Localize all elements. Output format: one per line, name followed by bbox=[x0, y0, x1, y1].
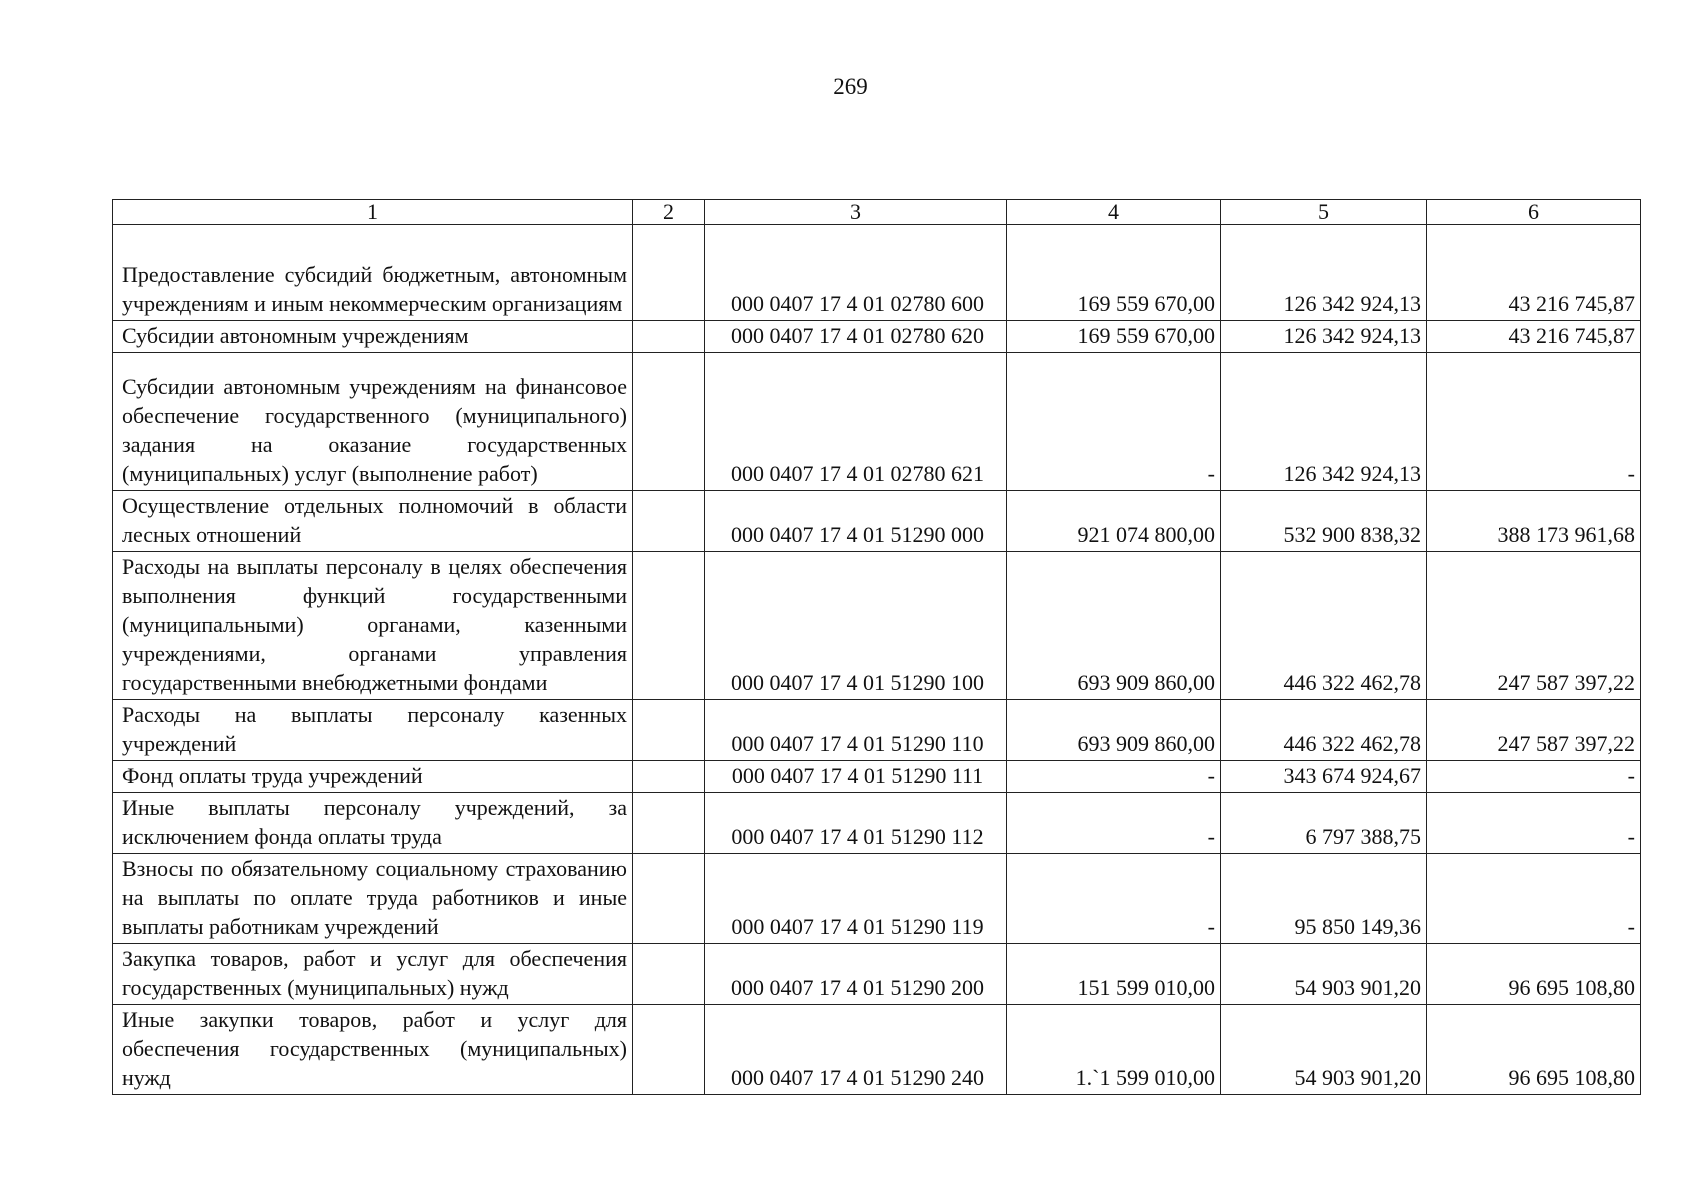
table-row bbox=[113, 761, 1641, 793]
row-code: 000 0407 17 4 01 02780 621 bbox=[705, 353, 1007, 491]
row-col5: 446 322 462,78 bbox=[1221, 700, 1427, 761]
budget-table bbox=[112, 199, 1641, 1095]
row-col5: 95 850 149,36 bbox=[1221, 854, 1427, 944]
row-col5: 126 342 924,13 bbox=[1221, 225, 1427, 321]
row-name: Расходы на выплаты персоналу казенных учреждений bbox=[113, 700, 633, 761]
table-row bbox=[113, 353, 1641, 491]
row-col5: 6 797 388,75 bbox=[1221, 793, 1427, 854]
row-col6: 43 216 745,87 bbox=[1427, 321, 1641, 353]
row-col2 bbox=[633, 700, 705, 761]
row-col6: 96 695 108,80 bbox=[1427, 944, 1641, 1005]
row-col5: 126 342 924,13 bbox=[1221, 321, 1427, 353]
row-col4: 169 559 670,00 bbox=[1007, 225, 1221, 321]
row-col5: 446 322 462,78 bbox=[1221, 552, 1427, 700]
row-code: 000 0407 17 4 01 51290 240 bbox=[705, 1005, 1007, 1095]
row-code: 000 0407 17 4 01 02780 600 bbox=[705, 225, 1007, 321]
row-col4: 921 074 800,00 bbox=[1007, 491, 1221, 552]
row-col5: 343 674 924,67 bbox=[1221, 761, 1427, 793]
row-col5: 532 900 838,32 bbox=[1221, 491, 1427, 552]
page-number: 269 bbox=[833, 74, 868, 99]
row-col4: - bbox=[1007, 793, 1221, 854]
row-col6: - bbox=[1427, 854, 1641, 944]
table-row bbox=[113, 225, 1641, 321]
row-name: Фонд оплаты труда учреждений bbox=[113, 761, 633, 793]
header-col-6: 6 bbox=[1427, 200, 1641, 225]
row-name: Расходы на выплаты персоналу в целях обеспечения выполнения функций государственными (муниципальными) органами, казенными учреждениями, органами управления государственными внебюджетными фондами bbox=[113, 552, 633, 700]
row-col2 bbox=[633, 854, 705, 944]
row-col6: - bbox=[1427, 353, 1641, 491]
row-name: Иные выплаты персоналу учреждений, за исключением фонда оплаты труда bbox=[113, 793, 633, 854]
row-col6: 247 587 397,22 bbox=[1427, 552, 1641, 700]
row-col6: 247 587 397,22 bbox=[1427, 700, 1641, 761]
table-body bbox=[113, 200, 1641, 1095]
row-col5: 54 903 901,20 bbox=[1221, 944, 1427, 1005]
row-code: 000 0407 17 4 01 51290 119 bbox=[705, 854, 1007, 944]
row-code: 000 0407 17 4 01 51290 200 bbox=[705, 944, 1007, 1005]
row-col2 bbox=[633, 761, 705, 793]
row-col2 bbox=[633, 944, 705, 1005]
row-col4: 151 599 010,00 bbox=[1007, 944, 1221, 1005]
row-col4: - bbox=[1007, 854, 1221, 944]
row-code: 000 0407 17 4 01 02780 620 bbox=[705, 321, 1007, 353]
row-col5: 126 342 924,13 bbox=[1221, 353, 1427, 491]
row-col4: 169 559 670,00 bbox=[1007, 321, 1221, 353]
table-row bbox=[113, 491, 1641, 552]
row-name: Субсидии автономным учреждениям bbox=[113, 321, 633, 353]
row-code: 000 0407 17 4 01 51290 110 bbox=[705, 700, 1007, 761]
row-name: Субсидии автономным учреждениям на финансовое обеспечение государственного (муниципального) задания на оказание государственных (муниципальных) услуг (выполнение работ) bbox=[113, 353, 633, 491]
row-name: Осуществление отдельных полномочий в области лесных отношений bbox=[113, 491, 633, 552]
table-row bbox=[113, 700, 1641, 761]
row-col6: 96 695 108,80 bbox=[1427, 1005, 1641, 1095]
row-code: 000 0407 17 4 01 51290 000 bbox=[705, 491, 1007, 552]
row-col2 bbox=[633, 793, 705, 854]
row-col2 bbox=[633, 491, 705, 552]
header-col-5: 5 bbox=[1221, 200, 1427, 225]
table-row bbox=[113, 552, 1641, 700]
row-name: Предоставление субсидий бюджетным, автономным учреждениям и иным некоммерческим организациям bbox=[113, 225, 633, 321]
row-col6: - bbox=[1427, 793, 1641, 854]
row-col6: 388 173 961,68 bbox=[1427, 491, 1641, 552]
row-col4: 693 909 860,00 bbox=[1007, 552, 1221, 700]
row-col2 bbox=[633, 321, 705, 353]
row-col4: - bbox=[1007, 353, 1221, 491]
row-col6: 43 216 745,87 bbox=[1427, 225, 1641, 321]
row-code: 000 0407 17 4 01 51290 112 bbox=[705, 793, 1007, 854]
header-col-3: 3 bbox=[705, 200, 1007, 225]
header-col-2: 2 bbox=[633, 200, 705, 225]
row-col2 bbox=[633, 552, 705, 700]
table-row bbox=[113, 793, 1641, 854]
table-row bbox=[113, 944, 1641, 1005]
row-col4: 1.`1 599 010,00 bbox=[1007, 1005, 1221, 1095]
row-col5: 54 903 901,20 bbox=[1221, 1005, 1427, 1095]
row-code: 000 0407 17 4 01 51290 100 bbox=[705, 552, 1007, 700]
table-header-row bbox=[113, 200, 1641, 225]
row-col2 bbox=[633, 225, 705, 321]
table-row bbox=[113, 1005, 1641, 1095]
header-col-4: 4 bbox=[1007, 200, 1221, 225]
row-col2 bbox=[633, 353, 705, 491]
row-col4: - bbox=[1007, 761, 1221, 793]
row-col6: - bbox=[1427, 761, 1641, 793]
row-name: Закупка товаров, работ и услуг для обеспечения государственных (муниципальных) нужд bbox=[113, 944, 633, 1005]
table-row bbox=[113, 854, 1641, 944]
row-col4: 693 909 860,00 bbox=[1007, 700, 1221, 761]
row-name: Взносы по обязательному социальному страхованию на выплаты по оплате труда работников и иные выплаты работникам учреждений bbox=[113, 854, 633, 944]
header-col-1: 1 bbox=[113, 200, 633, 225]
table-row bbox=[113, 321, 1641, 353]
row-col2 bbox=[633, 1005, 705, 1095]
row-code: 000 0407 17 4 01 51290 111 bbox=[705, 761, 1007, 793]
row-name: Иные закупки товаров, работ и услуг для обеспечения государственных (муниципальных) нужд bbox=[113, 1005, 633, 1095]
